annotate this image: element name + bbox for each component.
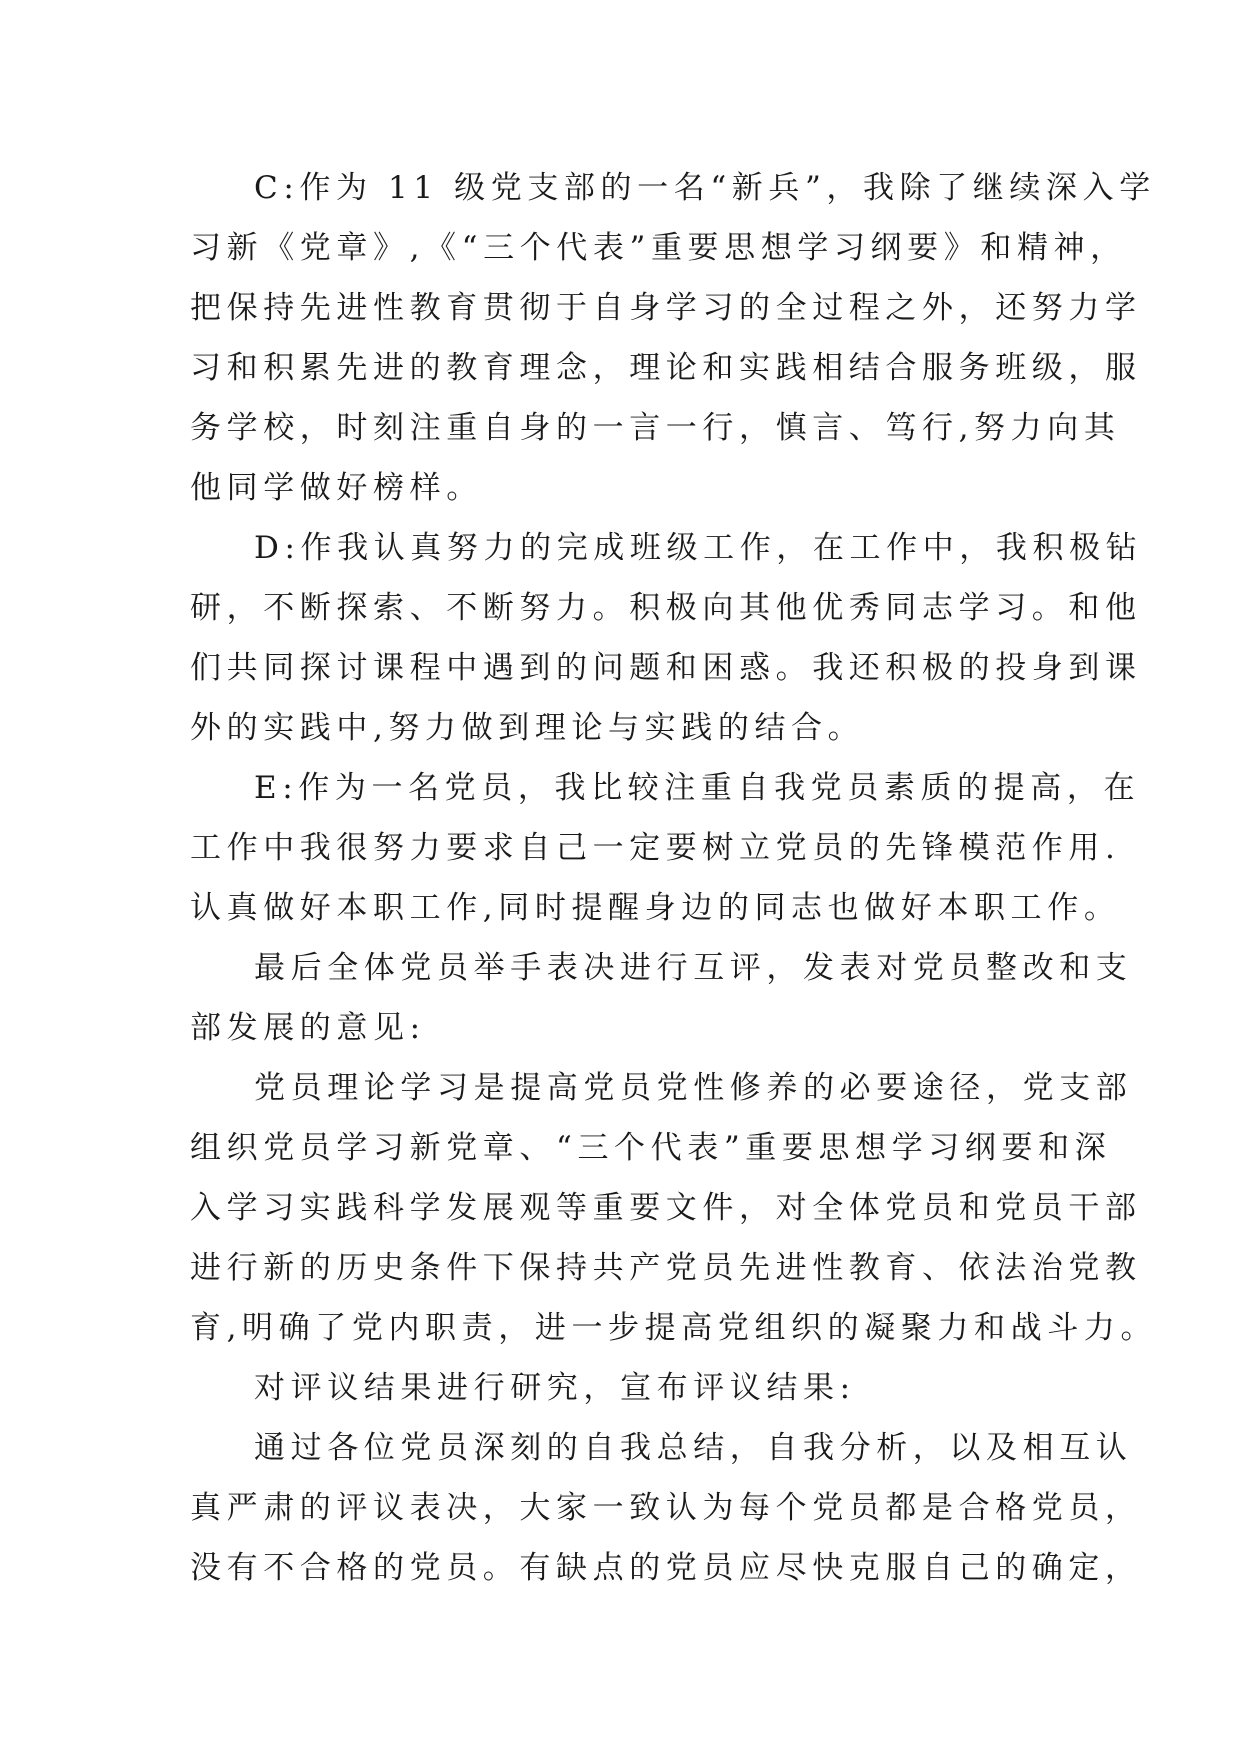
text-line: 最后全体党员举手表决进行互评，发表对党员整改和支 <box>254 950 1133 986</box>
text-line: D:作我认真努力的完成班级工作，在工作中，我积极钻 <box>254 530 1143 566</box>
paragraph-conclusion <box>190 1418 1142 1598</box>
text-line: 外的实践中,努力做到理论与实践的结合。 <box>190 710 865 746</box>
text-line: 育,明确了党内职责，进一步提高党组织的凝聚力和战斗力。 <box>190 1310 1158 1346</box>
text-line: E:作为一名党员，我比较注重自我党员素质的提高，在 <box>254 770 1141 806</box>
text-line: 们共同探讨课程中遇到的问题和困惑。我还积极的投身到课 <box>190 650 1142 686</box>
text-line: 党员理论学习是提高党员党性修养的必要途径，党支部 <box>254 1070 1133 1106</box>
paragraph-theory-study <box>190 1058 1158 1358</box>
text-line: 组织党员学习新党章、“三个代表”重要思想学习纲要和深 <box>190 1130 1112 1166</box>
text-line: 进行新的历史条件下保持共产党员先进性教育、依法治党教 <box>190 1250 1142 1286</box>
text-line: 真严肃的评议表决，大家一致认为每个党员都是合格党员， <box>190 1490 1142 1526</box>
text-line: 部发展的意见: <box>190 1010 426 1046</box>
text-line: 工作中我很努力要求自己一定要树立党员的先锋模范作用. <box>190 830 1121 866</box>
paragraph-results-announcement <box>190 1358 1050 1418</box>
text-line: 通过各位党员深刻的自我总结，自我分析，以及相互认 <box>254 1430 1133 1466</box>
text-line: 认真做好本职工作,同时提醒身边的同志也做好本职工作。 <box>190 890 1121 926</box>
text-line: 务学校，时刻注重自身的一言一行，慎言、笃行,努力向其 <box>190 410 1121 446</box>
paragraph-d <box>190 518 1143 758</box>
text-line: 习和积累先进的教育理念，理论和实践相结合服务班级，服 <box>190 350 1142 386</box>
paragraph-c <box>190 158 1156 518</box>
text-line: 研，不断探索、不断努力。积极向其他优秀同志学习。和他 <box>190 590 1142 626</box>
paragraph-mutual-evaluation <box>190 938 1133 1058</box>
text-line: C:作为 11 级党支部的一名“新兵”，我除了继续深入学 <box>254 170 1156 206</box>
document-body <box>190 158 1158 1598</box>
text-line: 入学习实践科学发展观等重要文件，对全体党员和党员干部 <box>190 1190 1142 1226</box>
text-line: 他同学做好榜样。 <box>190 470 483 506</box>
paragraph-e <box>190 758 1141 938</box>
text-line: 习新《党章》,《“三个代表”重要思想学习纲要》和精神， <box>190 230 1127 266</box>
text-line: 把保持先进性教育贯彻于自身学习的全过程之外，还努力学 <box>190 290 1142 326</box>
text-line: 没有不合格的党员。有缺点的党员应尽快克服自己的确定， <box>190 1550 1142 1586</box>
text-line: 对评议结果进行研究，宣布评议结果: <box>254 1370 856 1406</box>
